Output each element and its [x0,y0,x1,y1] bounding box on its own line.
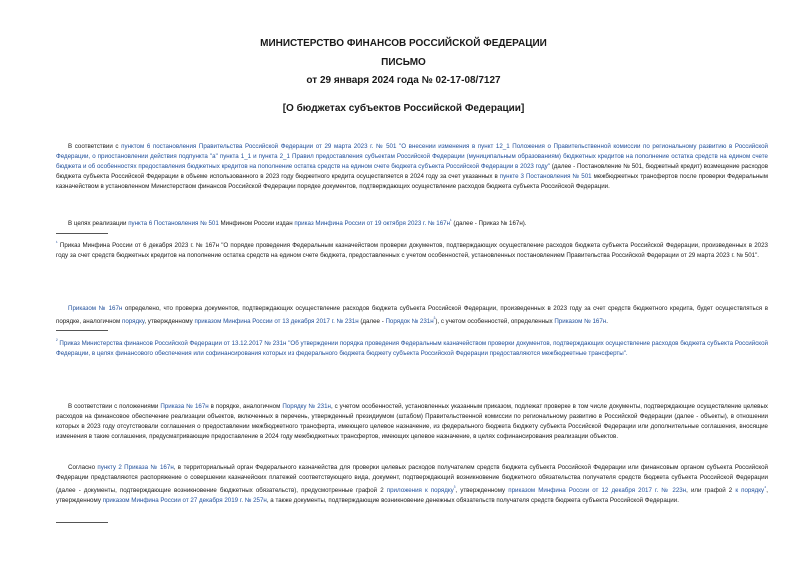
text: , а также документы, подтверждающие возникновение денежных обязательств получателя средств бюджета субъекта Российской Федерации. [266,497,679,505]
text: ), с учетом особенностей, определенных [435,318,555,326]
link-order-231n[interactable]: приказом Минфина России от 13 декабря 2017 г. № 231н [194,318,359,326]
text: , утвержденному [455,487,509,495]
footnote-ref-4[interactable]: ⁴ [764,485,767,491]
link-procedure-appendix[interactable]: приложения к порядку [386,487,454,495]
link-procedure-231n[interactable]: Порядку № 231н [282,403,331,410]
paragraph-3 [56,304,768,327]
link-procedure-231n[interactable]: Порядок № 231н [385,318,434,326]
paragraph-1 [56,142,768,192]
text: межбюджетных трансфертов после проверки Федеральным казначейством в установленном Министерством финансов Российской Федерации порядке документов, подтверждающих осуществление расходов бюджета субъекта Российской Федерации. [56,173,768,190]
footnote-2[interactable] [56,336,768,359]
link-procedure[interactable]: порядку [121,318,145,326]
paragraph-5 [56,463,768,506]
link-order-167n[interactable]: Приказом № 167н [68,305,123,312]
text: , в территориальный орган Федерального казначейства для проверки целевых расходов получателем средств бюджета субъекта Российской Федерации или финансовым органом субъекта Российской Федерации представляются распоряжение о совершении казначейских платежей соответствующего вида, документ, подтверждающий возникновение бюджетного обязательства получателя средств бюджета субъекта Российской Федерации (далее - документы, подтверждающие возникновение бюджетных обязательств), предусмотренные графой 2 [56,464,768,495]
link-order-167n[interactable]: Приказа № 167н [160,403,209,410]
text: Минфином России издан [218,220,295,228]
footnote-ref-2[interactable]: ² [433,316,436,322]
text: (далее - [358,318,386,326]
footnote-divider [56,330,108,331]
footnote-text: Приказ Минфина России от 6 декабря 2023 г. № 167н "О порядке проведения Федеральным казначейством проверки документов, подтверждающих осуществление расходов бюджета субъекта Российской Федерации, произведенных в 2023 году за счет средств бюджетных кредитов на пополнение остатка средств на едином счете бюджета, предоставленных с учетом особенностей, установленных постановлением Правительства Российской Федерации от 29 марта 2023 г. № 501". [56,242,768,260]
link-resolution-501-p6[interactable]: пункта 6 Постановления № 501 [128,220,219,228]
footnote-divider [56,233,108,234]
text: В соответствии с [68,143,122,150]
paragraph-2 [56,216,768,229]
footnote-divider [56,522,108,523]
link-order-167n-p2[interactable]: пункту 2 Приказа № 167н [97,464,174,471]
link-resolution-501-p6[interactable]: пунктом 6 постановления Правительства Российской Федерации от 29 марта 2023 г. № 501 "О внесении изменения в пункт 12_1 Положения о Правительственной комиссии по региональному развитию в Российской Федерации, о приостановлении действия подпункта "а" пункта 1_1 и пункта 2_1 Правил предоставления субъектам Российской Федерации (муниципальным образованиям) бюджетных кредитов на пополнение остатка средств на едином счете бюджета и об особенностях предоставления бюджетных кредитов на пополнение остатка средств на едином счете бюджета субъекта Российской Федерации в 2023 году" [56,143,769,170]
text: в порядке, аналогичном [208,403,283,410]
footnote-text: Приказ Министерства финансов Российской Федерации от 13.12.2017 № 231н "Об утверждении порядка проведения Федеральным казначейством проверки документов, подтверждающих осуществление расходов бюджета субъекта Российской Федерации, в целях финансового обеспечения или софинансирования которых из федерального бюджета бюджету субъекта Российской Федерации предоставляются межбюджетные трансферты". [56,340,768,358]
link-resolution-501-p3[interactable]: пункте 3 Постановления № 501 [499,173,592,180]
footnote-mark-2: ² [56,338,58,344]
footnote-1 [56,238,768,261]
text: (далее - Приказ № 167н). [451,220,527,228]
link-order-257n[interactable]: приказом Минфина России от 27 декабря 2019 г. № 257н [102,497,267,505]
document-type: ПИСЬМО [381,57,426,68]
document-date-number: от 29 января 2024 года № 02-17-08/7127 [306,75,501,86]
document-subject: [О бюджетах субъектов Российской Федерации] [282,103,525,114]
text: (далее - Постановление № 501, бюджетный кредит) возмещение расходов бюджета субъекта Российской Федерации в объеме использованного в 2023 году бюджетного кредита осуществляется в 2024 году за счет указанных в [56,163,768,180]
link-order-167n[interactable]: приказ Минфина России от 19 октября 2023 г. № 167н [294,220,451,228]
link-procedure-2[interactable]: к порядку [735,487,765,495]
text: . [606,318,608,326]
text: В соответствии с положениями [68,403,161,410]
text: Согласно [68,464,98,471]
text: , утвержденному [144,318,195,326]
footnote-ref-1[interactable]: ¹ [450,218,452,224]
text: , с учетом особенностей, установленных указанным приказом, подлежат проверке в том числе документы, подтверждающие осуществление целевых расходов на финансовое обеспечение реализации объектов, включенных в перечень, утвержденный президиумом (штабом) Правительственной комиссии по региональному развитию в Российской Федерации (далее - объекты), в отношении которых в 2023 году отсутствовали соглашения о предоставлении межбюджетного трансферта, имеющего целевое назначение, из федерального бюджета бюджету субъекта Российской Федерации или дополнительные соглашения, вносящие изменения в такие соглашения, предусматривающие предоставление в 2024 году межбюджетных трансфертов, имеющих целевое назначение, в целях софинансирования реализации объектов. [56,403,768,440]
footnote-ref-3[interactable]: ³ [453,485,456,491]
link-order-167n[interactable]: Приказом № 167н [554,318,607,326]
footnote-mark-1: ¹ [56,240,58,246]
link-order-223n[interactable]: приказом Минфина России от 12 декабря 2017 г. № 223н [508,487,687,495]
ministry-title: МИНИСТЕРСТВО ФИНАНСОВ РОССИЙСКОЙ ФЕДЕРАЦИИ [260,38,547,49]
text: , или графой 2 [686,487,736,495]
text: определено, что проверка документов, подтверждающих осуществление расходов бюджета субъекта Российской Федерации, произведенных в 2023 году за счет средств бюджетного кредита, будет осуществляться в порядке, аналогичном [56,305,768,326]
text: В целях реализации [68,220,129,228]
text: , утвержденному [56,487,768,505]
paragraph-4 [56,402,768,442]
